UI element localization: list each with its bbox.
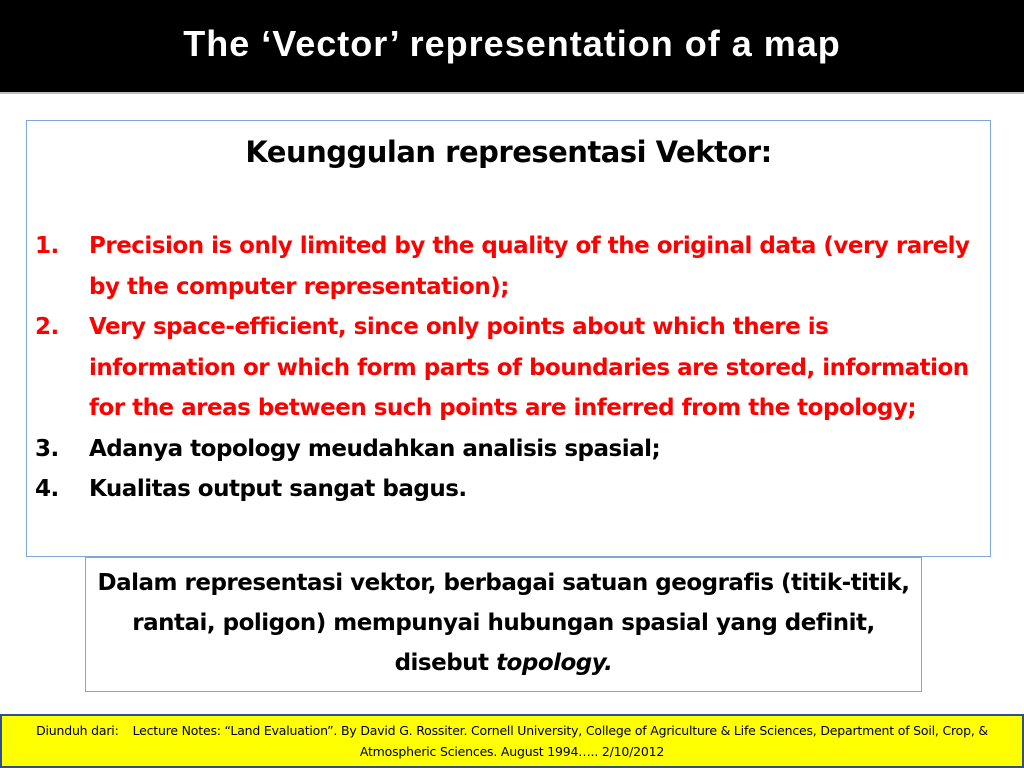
advantages-heading: Keunggulan representasi Vektor: xyxy=(245,135,772,169)
advantages-list xyxy=(35,226,980,510)
footer-citation: Lecture Notes: “Land Evaluation”. By David G. Rossiter. Cornell University, College of Agriculture & Life Sciences, Department of Soil, Crop, & Atmospheric Sciences. August 1994….. 2/10/2012 xyxy=(132,723,988,759)
advantages-box xyxy=(26,120,991,557)
title-bar xyxy=(0,0,1024,94)
advantage-text: Kualitas output sangat bagus. xyxy=(89,476,467,502)
advantage-number: 2. xyxy=(35,314,59,340)
topology-emphasis: topology. xyxy=(496,649,613,676)
advantage-item-2 xyxy=(35,307,980,429)
advantage-text: Very space-efficient, since only points about which there is information or which form parts of boundaries are stored, information for the areas between such points are inferred from the topology; xyxy=(89,314,969,421)
advantage-item-1 xyxy=(35,226,980,307)
advantage-item-4 xyxy=(35,469,980,510)
footer-label: Diunduh dari: xyxy=(36,723,119,738)
source-footer xyxy=(0,714,1024,768)
topology-note xyxy=(86,563,921,683)
topology-note-box xyxy=(85,557,922,692)
slide-title: The ‘Vector’ representation of a map xyxy=(183,23,841,64)
advantage-text: Adanya topology meudahkan analisis spasial; xyxy=(89,435,661,462)
advantage-number: 4. xyxy=(35,476,59,502)
advantage-item-3 xyxy=(35,429,980,470)
advantage-text: Precision is only limited by the quality of the original data (very rarely by the computer representation); xyxy=(89,233,970,300)
advantage-number: 1. xyxy=(35,233,59,259)
advantage-number: 3. xyxy=(35,435,59,462)
footer-content xyxy=(2,720,1022,762)
topology-note-text: Dalam representasi vektor, berbagai satuan geografis (titik-titik, rantai, poligon) mempunyai hubungan spasial yang definit, disebut xyxy=(97,569,910,676)
